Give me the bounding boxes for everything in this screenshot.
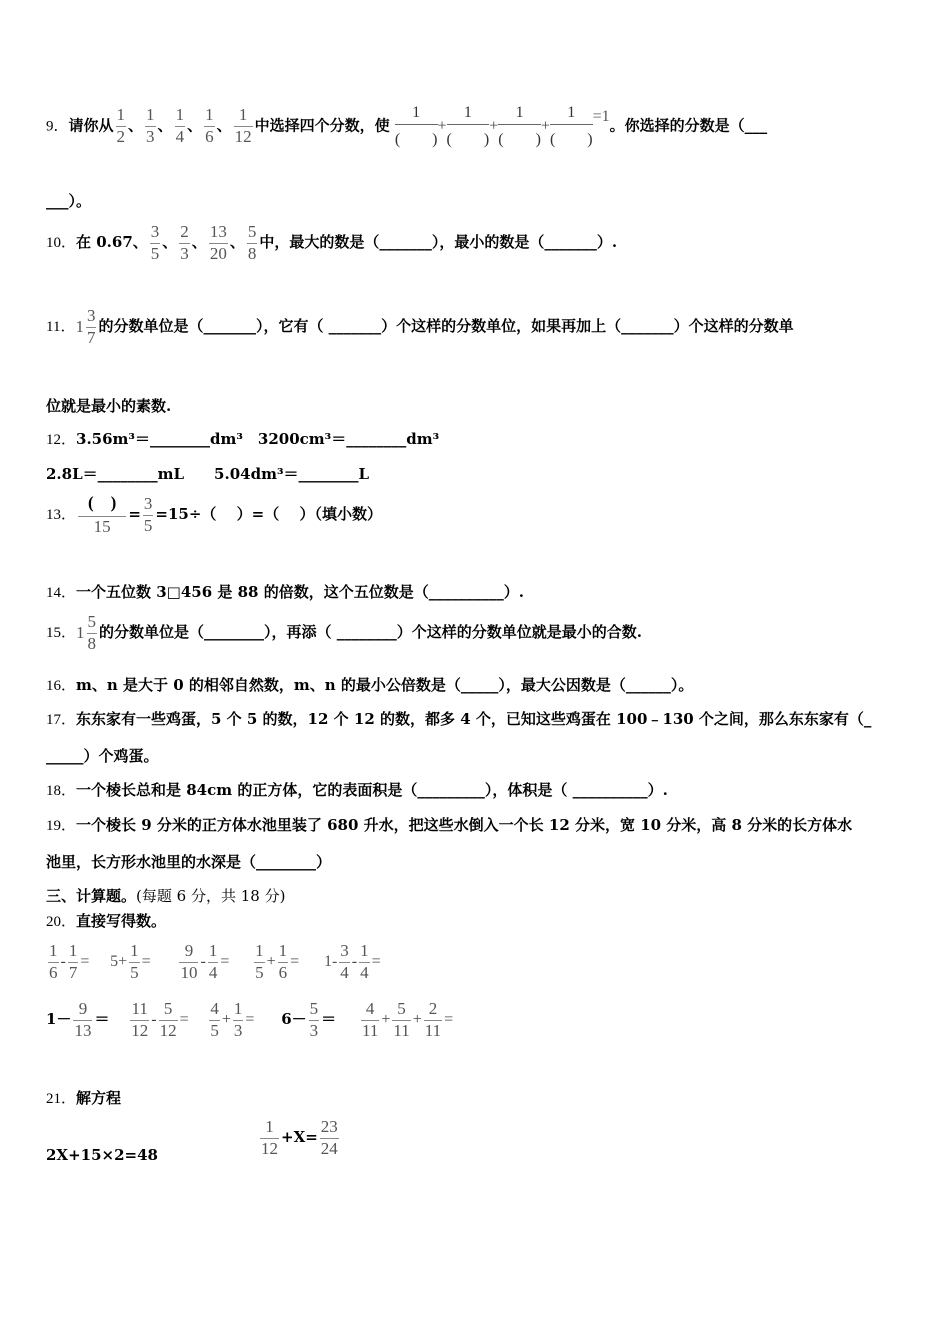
- q13-text: =15÷（ ）=（ ）（填小数）: [155, 505, 382, 524]
- calc-item: $\frac{4}{11}$ + $\frac{5}{11}$ + $\frac{2}{11}$ =: [361, 999, 454, 1040]
- q21-title: 解方程: [76, 1089, 122, 1107]
- question-12: [46, 428, 439, 449]
- fraction: $\frac{2}{3}$: [180, 222, 189, 263]
- question-15: [46, 613, 642, 653]
- q18-text: 一个棱长总和是 84cm 的正方体，它的表面积是（_________），体积是（ __________）.: [76, 781, 668, 799]
- mixed-number: 1 $\frac{5}{8}$: [76, 612, 97, 653]
- question-number: 12．: [46, 432, 77, 448]
- question-number: 14．: [46, 585, 77, 601]
- calc-item: 1－ $\frac{9}{13}$ ＝: [46, 999, 110, 1040]
- mixed-number: 1 $\frac{3}{7}$: [75, 306, 96, 347]
- question-14: [46, 581, 524, 602]
- q9-eq-result: =1: [592, 107, 610, 125]
- question-16: [46, 674, 693, 695]
- fraction: $\frac{1}{6}$: [205, 105, 214, 146]
- calc-item: $\frac{4}{5}$ + $\frac{1}{3}$ =: [210, 999, 255, 1040]
- q16-text: m、n 是大于 0 的相邻自然数，m、n 的最小公倍数是（_____），最大公因数是（______）。: [76, 676, 694, 694]
- fraction: $\frac{5}{8}$: [247, 222, 257, 263]
- q11-text: 的分数单位是（_______），它有（ _______）个这样的分数单位，如果再加上（_______）个这样的分数单: [98, 317, 794, 336]
- q19-line1: 一个棱长 9 分米的正方体水池里装了 680 升水，把这些水倒入一个长 12 分米，宽 10 分米，高 8 分米的长方体水: [76, 816, 853, 834]
- q12-line1: 3.56m³＝________dm³ 3200cm³＝________dm³: [76, 430, 440, 448]
- fraction: $\frac{1}{3}$: [146, 105, 155, 146]
- calc-item: $\frac{1}{6}$ - $\frac{1}{7}$ =: [49, 941, 90, 982]
- q10-prefix: 在 0.67、: [76, 233, 148, 252]
- q15-text: 的分数单位是（________），再添（ ________）个这样的分数单位就是最小的合数.: [99, 623, 642, 642]
- q14-text: 一个五位数 3□456 是 88 的倍数，这个五位数是（__________）.: [76, 583, 524, 601]
- question-10: 10．在 0.67、 $\frac{3}{5}$ 、 $\frac{2}{3}$ 、 $\frac{13}{20}$ 、 $\frac{5}{8}$ 中，最大的数是（_______），最小的数是（_______）.: [46, 222, 618, 263]
- calc-item: 6－ $\frac{5}{3}$ ＝: [281, 999, 337, 1040]
- question-number: 13．: [46, 507, 77, 524]
- fraction: $\frac{1}{4}$: [175, 105, 185, 146]
- question-20: [46, 910, 166, 931]
- calc-row-1: [46, 942, 395, 982]
- q9-suffix: 。你选择的分数是（___: [609, 116, 768, 135]
- question-12-line2: 2.8L＝________mL 5.04dm³＝________L: [46, 465, 370, 483]
- q17-line1: 东东家有一些鸡蛋，5 个 5 的数，12 个 12 的数，都多 4 个，已知这些鸡蛋在 100﹣130 个之间，那么东东家有（_: [76, 710, 872, 728]
- fraction: $\frac{1}{2}$: [116, 105, 126, 146]
- question-17: [46, 708, 871, 729]
- fraction: $\frac{3}{5}$: [150, 222, 160, 263]
- question-number: 21．: [46, 1091, 77, 1107]
- question-number: 15．: [46, 625, 77, 642]
- blank-fraction: $\frac{( )}{15}$: [78, 494, 126, 536]
- question-number: 18．: [46, 783, 77, 799]
- q9-prefix: 请你从: [68, 116, 114, 135]
- equation-1: 2X+15×2=48: [46, 1146, 158, 1164]
- section-3-title: 三、计算题。(每题 6 分，共 18 分): [46, 887, 286, 905]
- blank-fraction: 1 ( ): [549, 104, 593, 148]
- calc-item: $\frac{1}{5}$ + $\frac{1}{6}$ =: [255, 941, 300, 982]
- question-number: 17．: [46, 712, 77, 728]
- fraction: $\frac{3}{5}$: [143, 494, 153, 535]
- q9-mid: 中选择四个分数，使: [254, 116, 390, 135]
- calc-row-2: [46, 1000, 467, 1040]
- question-19: [46, 814, 852, 835]
- calc-item: $\frac{9}{10}$ - $\frac{1}{4}$ =: [180, 941, 230, 982]
- fraction: $\frac{13}{20}$: [209, 222, 227, 263]
- question-9-line2: ___）。: [46, 192, 92, 210]
- q20-title: 直接写得数。: [76, 912, 167, 930]
- equation-2: $\frac{1}{12}$ +X= $\frac{23}{24}$: [261, 1117, 338, 1158]
- question-11: [46, 307, 794, 347]
- question-number: 19．: [46, 818, 77, 834]
- question-number: 11．: [46, 319, 76, 336]
- question-11-line2: 位就是最小的素数.: [46, 397, 172, 415]
- question-number: 9．: [46, 118, 69, 135]
- question-19-line2: 池里，长方形水池里的水深是（________）: [46, 853, 332, 871]
- blank-fraction: 1 ( ): [394, 104, 438, 148]
- question-number: 10．: [46, 235, 77, 252]
- question-13: 13． $\frac{( )}{15}$ = $\frac{3}{5}$ =15÷（ ）=（ ）（填小数）: [46, 493, 382, 536]
- fraction: $\frac{1}{12}$: [234, 105, 252, 146]
- question-9: 9．请你从 $\frac{1}{2}$ 、 $\frac{1}{3}$ 、 $\frac{1}{4}$ 、 $\frac{1}{6}$ 、 $\frac{1}{12}$ 中选择四个分数，使 1 ( ) + 1 ( ) + 1 ( ) + 1 ( ) =1。你选择的分数是（___: [46, 104, 768, 148]
- blank-fraction: 1 ( ): [498, 104, 541, 148]
- question-17-line2: _____）个鸡蛋。: [46, 747, 159, 765]
- calc-item: $\frac{11}{12}$ - $\frac{5}{12}$ =: [131, 999, 189, 1040]
- calc-item: 1- $\frac{3}{4}$ - $\frac{1}{4}$ =: [323, 941, 381, 982]
- question-21: [46, 1087, 121, 1108]
- blank-fraction: 1 ( ): [446, 104, 490, 148]
- question-number: 20．: [46, 914, 77, 930]
- question-number: 16．: [46, 678, 77, 694]
- calc-item: 5+ $\frac{1}{5}$ =: [110, 941, 151, 982]
- q10-suffix: 中，最大的数是（_______），最小的数是（_______）.: [259, 233, 618, 252]
- question-18: [46, 779, 668, 800]
